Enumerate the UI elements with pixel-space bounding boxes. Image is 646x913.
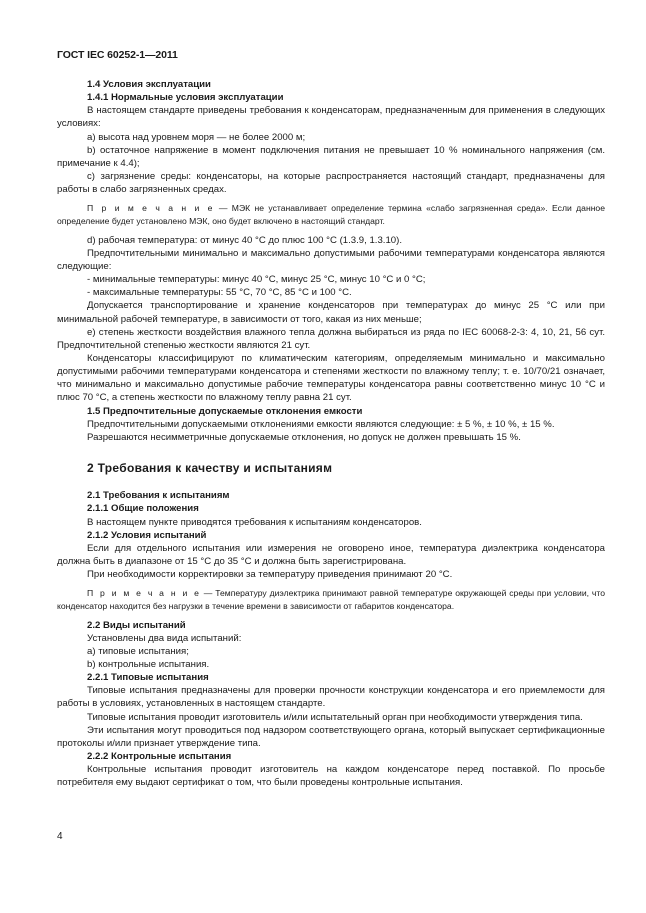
note-label: П р и м е ч а н и е — [87, 588, 201, 599]
section-2-title: 2 Требования к качеству и испытаниям — [87, 461, 333, 476]
paragraph: При необходимости корректировки за температуру приведения принимают 20 °С. — [87, 569, 453, 581]
list-item-e: e) степень жесткости воздействия влажного тепла должна выбираться из ряда по IEC 60068-2-3: 4, 10, 21, 56 сут. Предпочтительной степенью жесткости являются 21 сут. — [57, 326, 605, 351]
list-item-a: a) высота над уровнем моря — не более 2000 м; — [87, 131, 306, 143]
paragraph: Допускается транспортирование и хранение конденсаторов при температурах до минус 25 °С или при минимальной рабочей температуре, в зависимости от того, какая из них меньше; — [57, 300, 605, 325]
standard-header: ГОСТ IEC 60252-1—2011 — [57, 49, 178, 61]
list-item-d: d) рабочая температура: от минус 40 °С до плюс 100 °С (1.3.9, 1.3.10). — [87, 234, 402, 246]
heading-1-4-1: 1.4.1 Нормальные условия эксплуатации — [87, 92, 284, 104]
paragraph: В настоящем пункте приводятся требования к испытаниям конденсаторов. — [87, 516, 422, 528]
paragraph: Контрольные испытания проводит изготовитель на каждом конденсаторе перед поставкой. По просьбе потребителя ему выдают сертификат о том, что были проведены контрольные испытания. — [57, 764, 605, 789]
paragraph: Установлены два вида испытаний: — [87, 632, 242, 644]
paragraph: Предпочтительными допускаемыми отклонениями емкости являются следующие: ± 5 %, ± 10 %, ± 15 %. — [87, 418, 555, 430]
list-item-b: b) остаточное напряжение в момент подключения питания не превышает 10 % номинального напряжения (см. примечание к 4.4); — [57, 144, 605, 169]
heading-2-2: 2.2 Виды испытаний — [87, 619, 186, 631]
note-text: — МЭК не устанавливает определение термина «слабо загрязненная среда». Если данное определение будет установлено МЭК, оно будет включено в настоящий стандарт. — [57, 203, 605, 226]
list-item-max: - максимальные температуры: 55 °С, 70 °С, 85 °С и 100 °С. — [87, 287, 352, 299]
paragraph: Разрешаются несимметричные допускаемые отклонения, но допуск не должен превышать 15 %. — [87, 431, 521, 443]
list-item-c: c) загрязнение среды: конденсаторы, на которые распространяется настоящий стандарт, предназначены для работы в слабо загрязненных средах. — [57, 171, 605, 196]
heading-2-1: 2.1 Требования к испытаниям — [87, 490, 230, 502]
paragraph: Типовые испытания предназначены для проверки прочности конструкции конденсатора и его приемлемости для работы в условиях, установленных в настоящем стандарте. — [57, 685, 605, 710]
note-label: П р и м е ч а н и е — [87, 203, 215, 214]
list-item-min: - минимальные температуры: минус 40 °С, минус 25 °С, минус 10 °С и 0 °С; — [87, 274, 426, 286]
heading-2-1-2: 2.1.2 Условия испытаний — [87, 529, 207, 541]
list-item-a: a) типовые испытания; — [87, 645, 189, 657]
paragraph: В настоящем стандарте приведены требования к конденсаторам, предназначенным для применения в следующих условиях: — [57, 105, 605, 130]
paragraph: Конденсаторы классифицируют по климатическим категориям, определяемым минимально и максимально допустимыми рабочими температурами конденсатора и степенями жесткости по влажному теплу; т. е. 10/70/21 означает, что минимально и максимально допустимые рабочие температуры конденсатора равны соответственно минус 10 °С и плюс 70 °С, а степень жесткости по влажному теплу равна 21 сут. — [57, 353, 605, 404]
heading-2-2-2: 2.2.2 Контрольные испытания — [87, 751, 232, 763]
paragraph: Типовые испытания проводит изготовитель и/или испытательный орган при необходимости утверждения типа. — [87, 711, 583, 723]
heading-2-2-1: 2.2.1 Типовые испытания — [87, 672, 209, 684]
page-number: 4 — [57, 831, 63, 842]
note-2 — [57, 587, 605, 612]
list-item-b: b) контрольные испытания. — [87, 659, 210, 670]
paragraph: Предпочтительными минимально и максимально допустимыми рабочими температурами конденсатора являются следующие: — [57, 247, 605, 272]
heading-1-4: 1.4 Условия эксплуатации — [87, 79, 211, 90]
note-1 — [57, 202, 605, 227]
paragraph: Эти испытания могут проводиться под надзором соответствующего органа, который выпускает сертификационные протоколы и/или признает утверждение типа. — [57, 724, 605, 749]
heading-2-1-1: 2.1.1 Общие положения — [87, 503, 199, 515]
note-text: — Температуру диэлектрика принимают равной температуре окружающей среды при условии, что конденсатор находится без нагрузки в течение времени в зависимости от габаритов конденсатора. — [57, 588, 605, 611]
paragraph: Если для отдельного испытания или измерения не оговорено иное, температура диэлектрика конденсатора должна быть в диапазоне от 15 °С до 35 °С и должна быть зарегистрирована. — [57, 542, 605, 568]
heading-1-5: 1.5 Предпочтительные допускаемые отклонения емкости — [87, 405, 363, 417]
document-body — [57, 78, 605, 790]
